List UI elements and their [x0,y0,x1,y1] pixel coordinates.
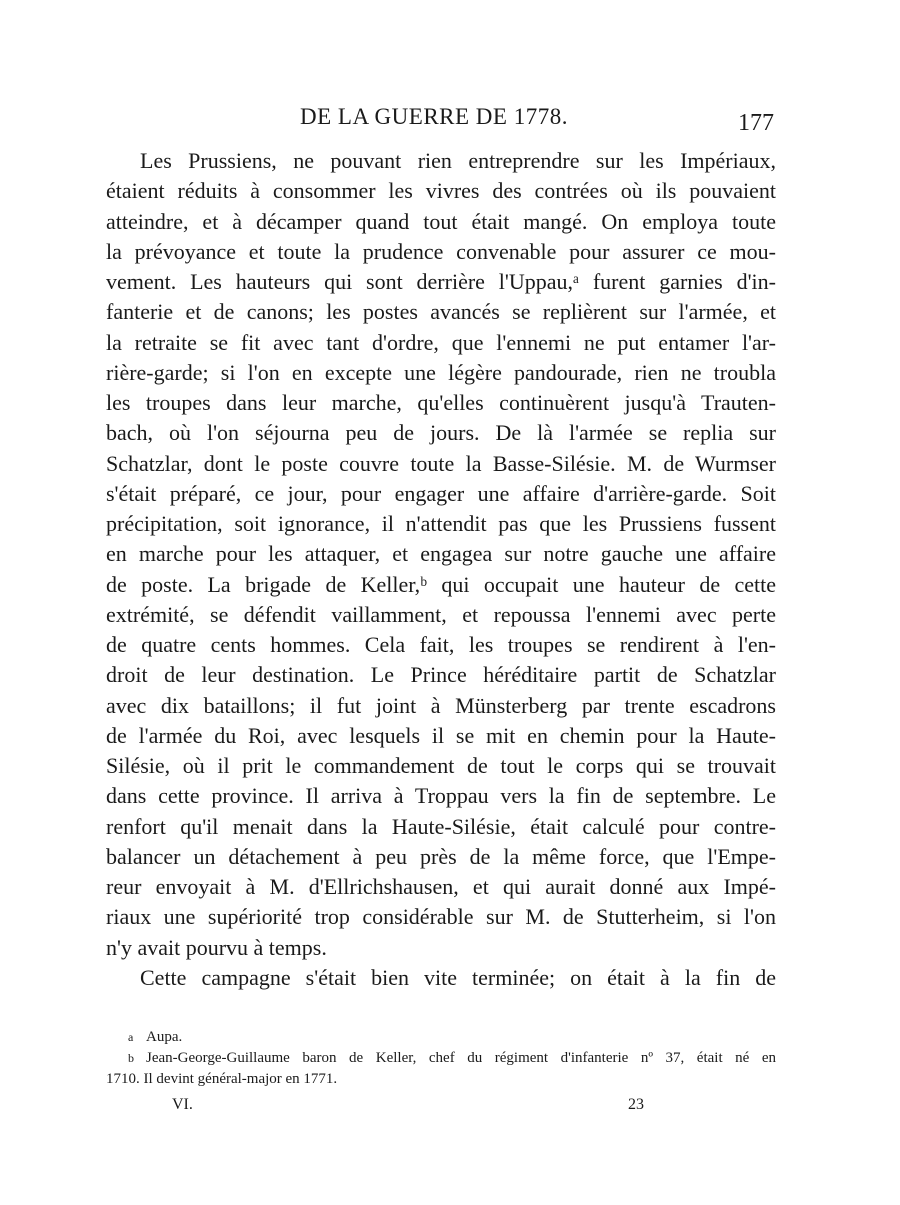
footnote-marker: b [128,1051,134,1065]
text-line: droit de leur destination. Le Prince héréditaire partit de Schatzlar [106,662,776,688]
text-line: les troupes dans leur marche, qu'elles continuèrent jusqu'à Trauten- [106,390,776,415]
text-line: étaient réduits à consommer les vivres des contrées où ils pouvaient [106,178,776,204]
text-line: précipitation, soit ignorance, il n'attendit pas que les Prussiens fussent [106,511,776,536]
footnote-text: Aupa. [146,1029,183,1045]
sheet-signature: 23 [628,1096,644,1113]
text-line: en marche pour les attaquer, et engagea sur notre gauche une affaire [106,541,776,567]
text-line: Silésie, où il prit le commandement de tout le corps qui se trouvait [106,753,776,778]
text-line: dans cette province. Il arriva à Troppau vers la fin de septembre. Le [106,783,776,809]
running-head-title: DE LA GUERRE DE 1778. [300,104,568,129]
footnotes [106,1027,776,1090]
text-line: bach, où l'on séjourna peu de jours. De là l'armée se replia sur [106,420,776,446]
text-line: Les Prussiens, ne pouvant rien entreprendre sur les Impériaux, [140,148,776,173]
footnote-b [106,1048,776,1069]
volume-mark: VI. [172,1096,193,1113]
text-line: s'était préparé, ce jour, pour engager une affaire d'arrière-garde. Soit [106,480,776,506]
footnote-a [106,1027,776,1048]
text-line: de l'armée du Roi, avec lesquels il se mit en chemin pour la Haute- [106,722,776,748]
running-head [0,104,900,134]
body-text [106,146,776,993]
text-line: avec dix bataillons; il fut joint à Münsterberg par trente escadrons [106,692,776,718]
text-line: balancer un détachement à peu près de la même force, que l'Empe- [106,843,776,869]
footnote-marker: a [128,1030,134,1044]
text-line: n'y avait pourvu à temps. [106,934,327,960]
text-line: atteindre, et à décamper quand tout était mangé. On employa toute [106,208,776,234]
footnote-text-continued: 1710. Il devint général-major en 1771. [106,1071,338,1087]
page-number: 177 [738,110,774,136]
text-line: vement. Les hauteurs qui sont derrière l'Uppau,ᵃ furent garnies d'in- [106,269,776,294]
text-line: de poste. La brigade de Keller,ᵇ qui occupait une hauteur de cette [106,571,776,597]
text-line: rière-garde; si l'on en excepte une légère pandourade, rien ne troubla [106,359,776,385]
text-line: la prévoyance et toute la prudence convenable pour assurer ce mou- [106,238,776,264]
text-line: renfort qu'il menait dans la Haute-Silésie, était calculé pour contre- [106,813,776,839]
text-line: la retraite se fit avec tant d'ordre, que l'ennemi ne put entamer l'ar- [106,329,776,355]
text-line: reur envoyait à M. d'Ellrichshausen, et qui aurait donné aux Impé- [106,874,776,899]
text-line: extrémité, se défendit vaillamment, et repoussa l'ennemi avec perte [106,601,776,627]
text-line: riaux une supériorité trop considérable sur M. de Stutterheim, si l'on [106,904,776,930]
text-line: fanterie et de canons; les postes avancés se replièrent sur l'armée, et [106,299,776,325]
text-line: Cette campagne s'était bien vite terminée; on était à la fin de [140,964,776,990]
text-line: de quatre cents hommes. Cela fait, les troupes se rendirent à l'en- [106,632,776,657]
footnote-text: Jean-George-Guillaume baron de Keller, chef du régiment d'infanterie nº 37, était né en [146,1050,776,1066]
text-line: Schatzlar, dont le poste couvre toute la Basse-Silésie. M. de Wurmser [106,450,776,476]
